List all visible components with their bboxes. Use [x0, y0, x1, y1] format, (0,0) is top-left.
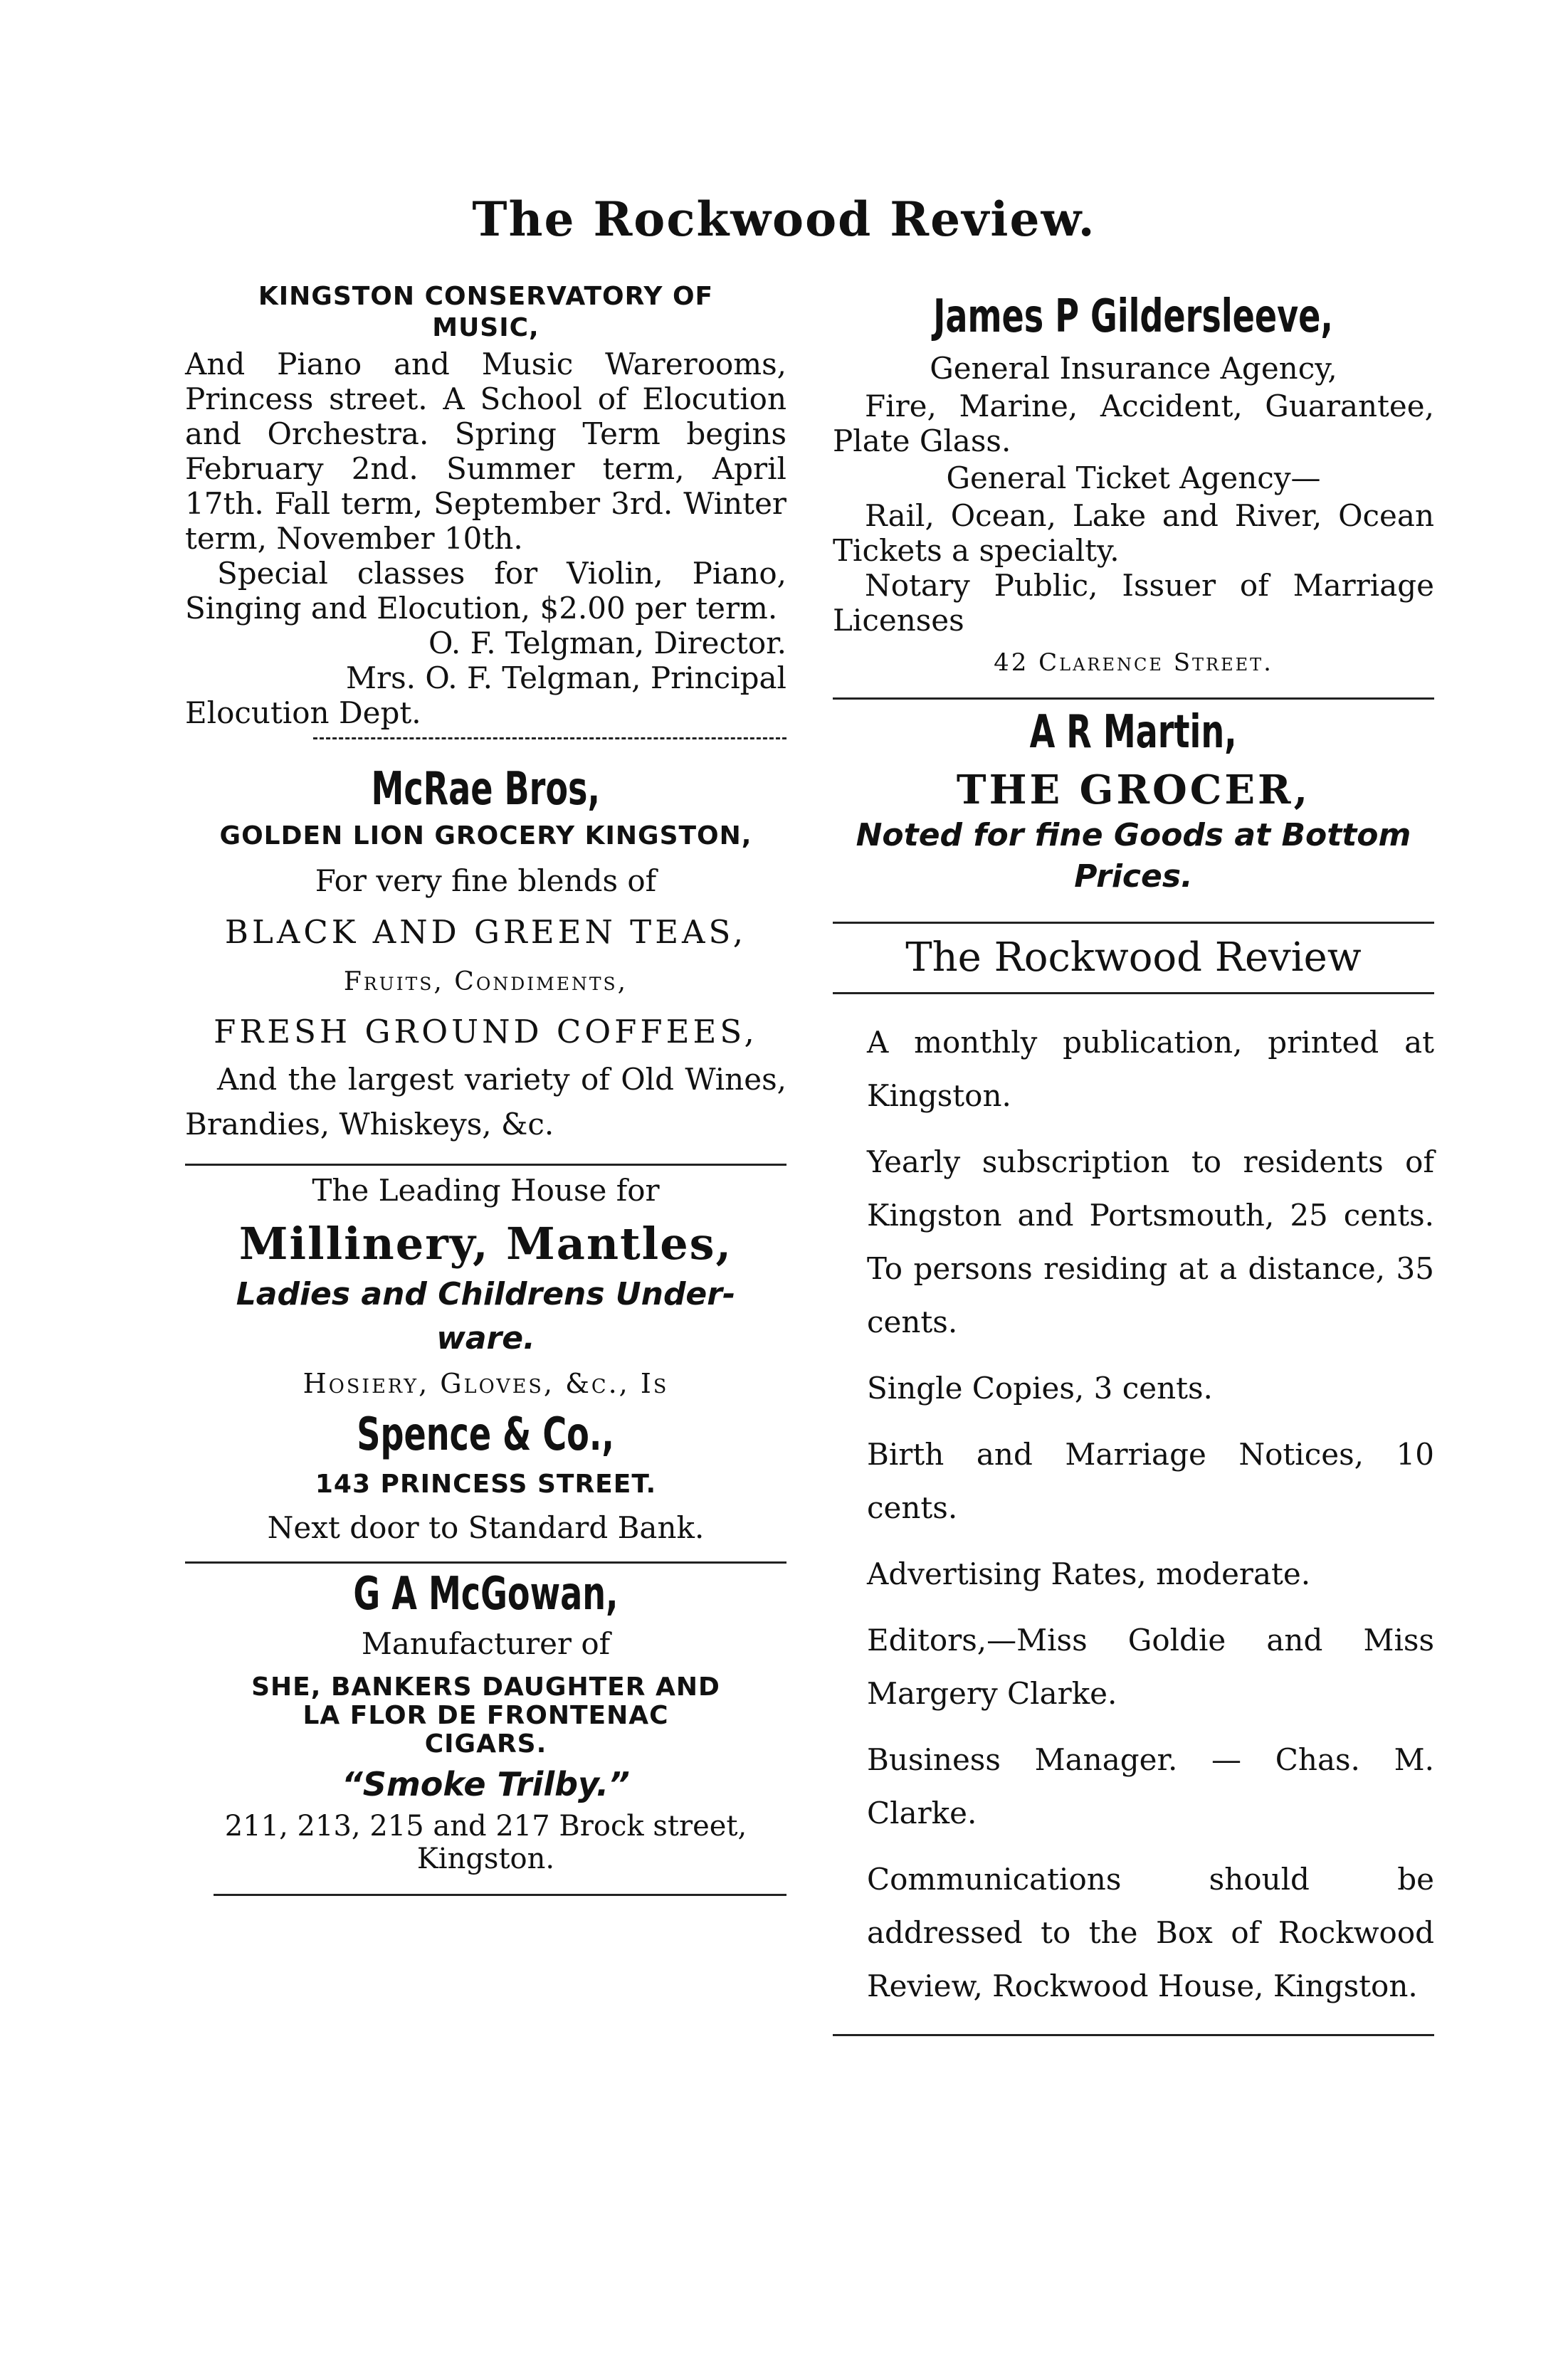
page-title: The Rockwood Review. [472, 191, 1096, 247]
martin-name: A R Martin, [1029, 706, 1238, 759]
martin-ad [833, 700, 1434, 897]
review-p2: Yearly subscription to residents of Kingston and Portsmouth, 25 cents. To persons residing at a distance, 35 cents. [867, 1144, 1434, 1339]
mcrae-name: McRae Bros, [371, 763, 601, 816]
conservatory-principal: Mrs. O. F. Telgman, Principal [346, 660, 786, 695]
review-heading: The Rockwood Review [905, 934, 1362, 981]
review-p5: Advertising Rates, moderate. [867, 1556, 1311, 1591]
mcrae-subtitle: GOLDEN LION GROCERY KINGSTON, [219, 821, 752, 850]
spence-next-door: Next door to Standard Bank. [267, 1510, 705, 1545]
martin-italic2: Prices. [1074, 858, 1193, 895]
mcgowan-name: G A McGowan, [353, 1568, 619, 1621]
mcgowan-address2: Kingston. [416, 1843, 555, 1875]
mcrae-ad [185, 761, 786, 1147]
divider [313, 737, 786, 739]
review-p8: Communications should be addressed to the Box of Rockwood Review, Rockwood House, Kingston. [867, 1862, 1434, 2003]
martin-italic1: Noted for fine Goods at Bottom [856, 817, 1411, 853]
conservatory-director: O. F. Telgman, Director. [428, 626, 786, 660]
mcrae-line4: FRESH GROUND COFFEES, [214, 1013, 758, 1050]
conservatory-ad [185, 281, 786, 730]
left-column [185, 281, 786, 1896]
mcgowan-brands2: LA FLOR DE FRONTENAC [302, 1701, 669, 1730]
mcgowan-manufacturer: Manufacturer of [361, 1626, 611, 1661]
spence-intro: The Leading House for [312, 1173, 660, 1208]
gildersleeve-ad [833, 285, 1434, 687]
spence-italic1: Ladies and Childrens Under- [236, 1276, 736, 1312]
spence-italic2: ware. [436, 1320, 535, 1356]
gildersleeve-line2: Fire, Marine, Accident, Guarantee, Plate Glass. [833, 389, 1434, 458]
review-p6: Editors,—Miss Goldie and Miss Margery Clarke. [867, 1623, 1434, 1711]
martin-title: THE GROCER, [956, 766, 1311, 813]
divider [833, 992, 1434, 994]
mcrae-line5: And the largest variety of Old Wines, Brandies, Whiskeys, &c. [185, 1062, 786, 1142]
gildersleeve-line5: Notary Public, Issuer of Marriage Licenses [833, 568, 1434, 638]
review-p3: Single Copies, 3 cents. [867, 1371, 1213, 1406]
review-box [833, 924, 1434, 2013]
conservatory-body: And Piano and Music Warerooms, Princess street. A School of Elocution and Orchestra. Spring Term begins February 2nd. Summer term, April 17th. Fall term, September 3rd. Winter term, November 10th. [185, 347, 786, 556]
gildersleeve-address: 42 Clarence Street. [994, 648, 1273, 677]
mcrae-line1: For very fine blends of [315, 863, 657, 898]
spence-ad [185, 1166, 786, 1550]
conservatory-special: Special classes for Violin, Piano, Singing and Elocution, $2.00 per term. [185, 556, 786, 626]
mcgowan-address1: 211, 213, 215 and 217 Brock street, [224, 1810, 747, 1843]
spence-name: Spence & Co., [357, 1408, 615, 1461]
mcgowan-slogan: “Smoke Trilby.” [342, 1765, 630, 1803]
gildersleeve-line3: General Ticket Agency— [946, 460, 1321, 495]
gildersleeve-line4: Rail, Ocean, Lake and River, Ocean Tickets a specialty. [833, 498, 1434, 568]
review-p1: A monthly publication, printed at Kingston. [867, 1025, 1434, 1113]
gildersleeve-name: James P Gildersleeve, [933, 290, 1334, 343]
divider [833, 2034, 1434, 2036]
spence-headline: Millinery, Mantles, [238, 1218, 733, 1270]
divider [214, 1894, 786, 1896]
mcrae-line2: BLACK AND GREEN TEAS, [224, 913, 747, 951]
review-p4: Birth and Marriage Notices, 10 cents. [867, 1437, 1434, 1525]
conservatory-heading: KINGSTON CONSERVATORY OF MUSIC, [258, 282, 714, 342]
mcgowan-brands3: CIGARS. [424, 1729, 547, 1759]
mcgowan-ad [185, 1564, 786, 1875]
review-p7: Business Manager. — Chas. M. Clarke. [867, 1742, 1434, 1830]
gildersleeve-line1: General Insurance Agency, [930, 351, 1337, 386]
mcrae-line3: Fruits, Condiments, [343, 967, 628, 996]
conservatory-principal-dept: Elocution Dept. [185, 695, 421, 730]
mcgowan-brands1: SHE, BANKERS DAUGHTER AND [251, 1672, 720, 1702]
right-column [833, 285, 1434, 2036]
spence-hosiery: Hosiery, Gloves, &c., Is [302, 1368, 669, 1399]
spence-address: 143 PRINCESS STREET. [315, 1470, 657, 1499]
